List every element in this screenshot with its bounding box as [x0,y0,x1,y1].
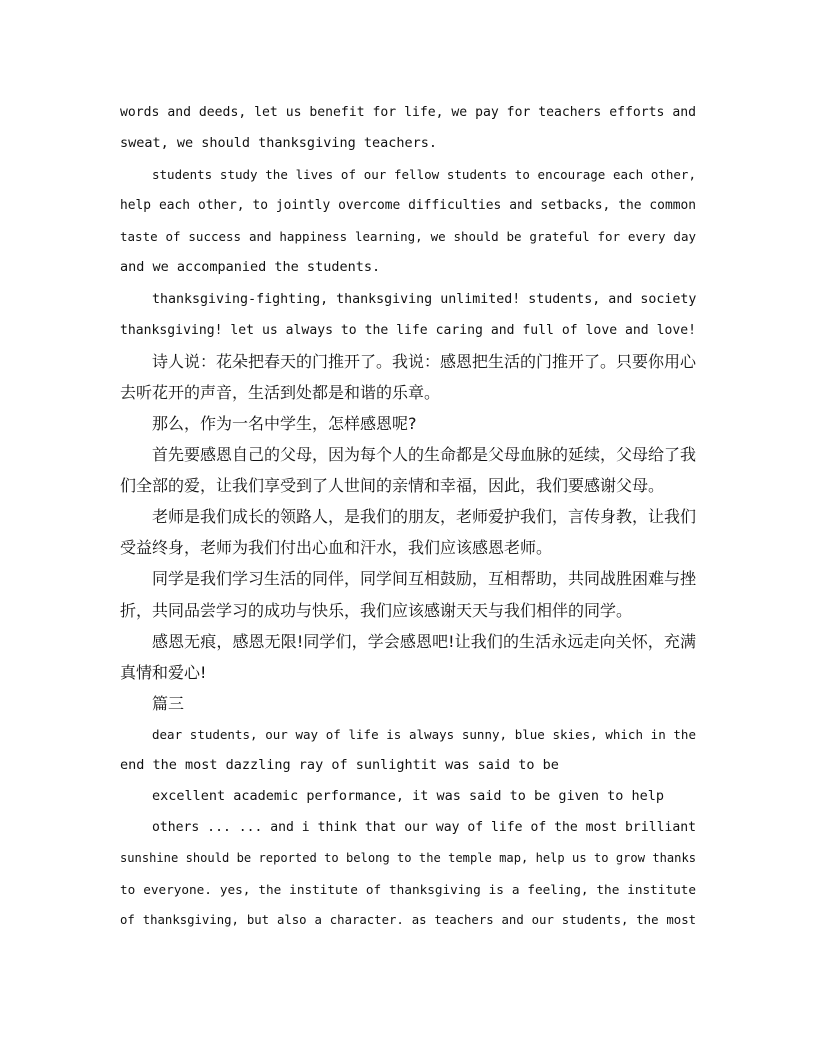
section-heading: 篇三 [152,693,185,713]
text-line: help each other, to jointly overcome difficulties and setbacks, the common [120,198,696,214]
text-line: 去听花开的声音，生活到处都是和谐的乐章。 [120,382,441,402]
text-line: 同学是我们学习生活的同伴，同学间互相鼓励，互相帮助，共同战胜困难与挫 [152,569,697,589]
text-line: thanksgiving-fighting, thanksgiving unlimited! students, and society [152,291,697,307]
text-line: excellent academic performance, it was said to be given to help [152,788,665,805]
text-line: 感恩无痕，感恩无限!同学们，学会感恩吧!让我们的生活永远走向关怀，充满 [152,631,696,651]
text-line: dear students, our way of life is always sunny, blue skies, which in the [152,726,696,742]
text-line: 老师是我们成长的领路人，是我们的朋友，老师爱护我们，言传身教，让我们 [152,507,697,527]
text-line: taste of success and happiness learning, we should be grateful for every day [120,229,696,245]
text-line: 们全部的爱，让我们享受到了人世间的亲情和幸福，因此，我们要感谢父母。 [120,476,665,496]
text-line: and we accompanied the students. [120,259,381,276]
text-line: of thanksgiving, but also a character. as teachers and our students, the most [120,913,696,928]
text-line: to everyone. yes, the institute of thanksgiving is a feeling, the institute [120,882,696,898]
text-line: 诗人说：花朵把春天的门推开了。我说：感恩把生活的门推开了。只要你用心 [152,351,697,371]
text-line: 真情和爱心! [120,662,207,682]
text-line: words and deeds, let us benefit for life, we pay for teachers efforts and [120,105,696,120]
text-line: 折，共同品尝学习的成功与快乐，我们应该感谢天天与我们相伴的同学。 [120,600,633,620]
text-line: 受益终身，老师为我们付出心血和汗水，我们应该感恩老师。 [120,538,553,558]
text-line: sweat, we should thanksgiving teachers. [120,135,437,152]
text-line: 那么，作为一名中学生，怎样感恩呢? [152,413,417,433]
text-line: students study the lives of our fellow students to encourage each other, [152,167,696,183]
text-line: sunshine should be reported to belong to the temple map, help us to grow thanks [120,851,696,866]
document-page [120,97,696,937]
text-line: others ... ... and i think that our way of life of the most brilliant [152,820,696,836]
text-line: thanksgiving! let us always to the life caring and full of love and love! [120,322,696,338]
text-line: end the most dazzling ray of sunlightit was said to be [120,756,559,773]
text-line: 首先要感恩自己的父母，因为每个人的生命都是父母血脉的延续，父母给了我 [152,445,697,465]
